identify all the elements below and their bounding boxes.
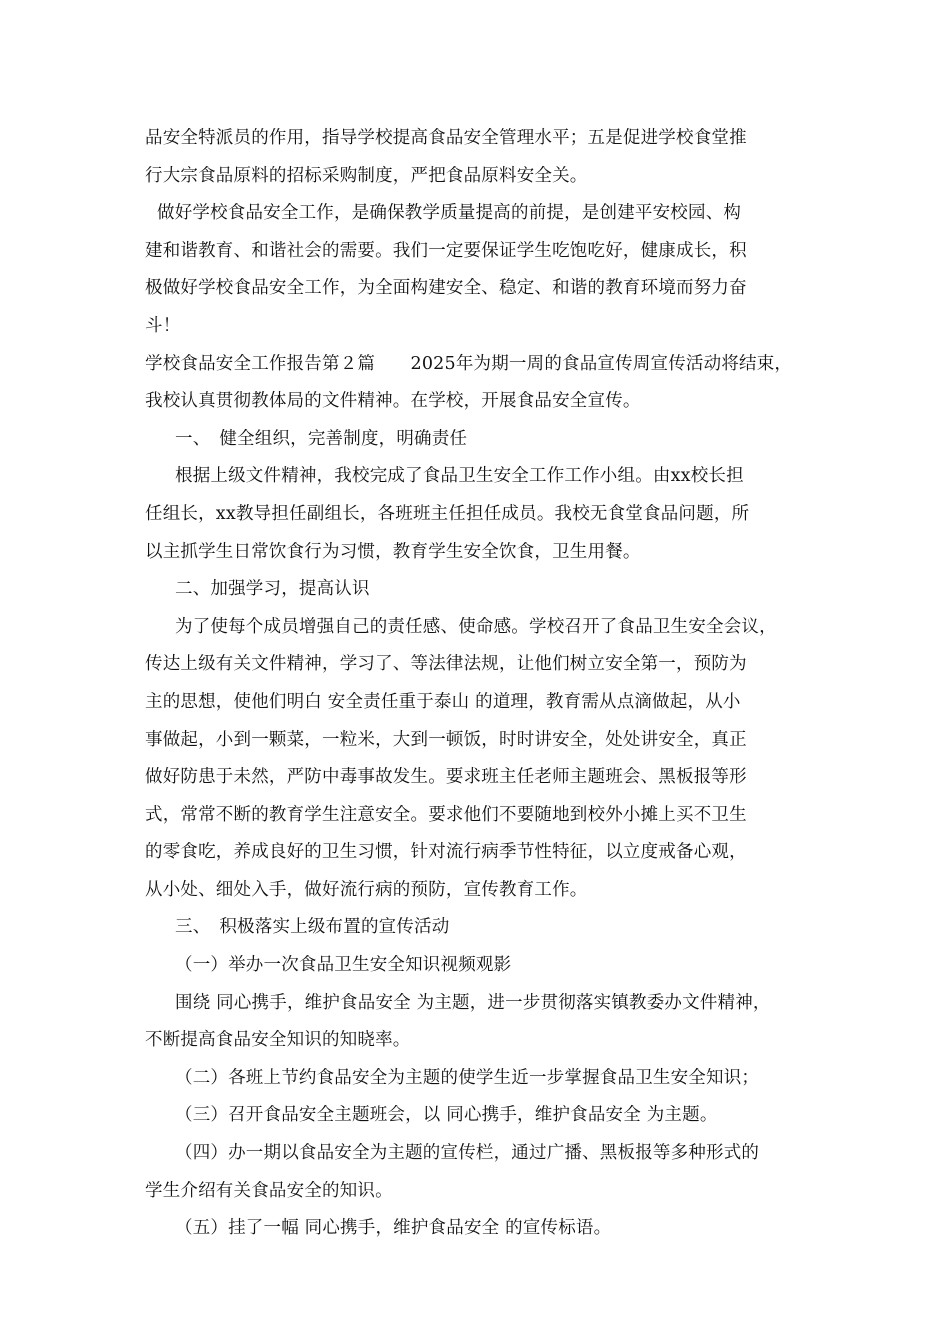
text-line: 传达上级有关文件精神，学习了、等法律法规，让他们树立安全第一，预防为 (145, 654, 747, 675)
text-line: 根据上级文件精神，我校完成了食品卫生安全工作工作小组。由xx校长担 (175, 466, 744, 487)
text-line: 做好防患于未然，严防中毒事故发生。要求班主任老师主题班会、黑板报等形 (145, 767, 747, 788)
text-line: 主的思想，使他们明白 安全责任重于泰山 的道理，教育需从点滴做起，从小 (145, 691, 741, 712)
list-item: （二）各班上节约食品安全为主题的使学生近一步掌握食品卫生安全知识； (175, 1067, 760, 1088)
list-item: （四）办一期以食品安全为主题的宣传栏，通过广播、黑板报等多种形式的 (175, 1143, 760, 1164)
section-heading-1: 一、 健全组织，完善制度，明确责任 (175, 428, 468, 449)
text-line: 不断提高食品安全知识的知晓率。 (145, 1030, 411, 1051)
text-line: 围绕 同心携手，维护食品安全 为主题，进一步贯彻落实镇教委办文件精神， (175, 992, 771, 1013)
text-line: 的零食吃，养成良好的卫生习惯，针对流行病季节性特征，以立度戒备心观， (145, 842, 747, 863)
text-line: 为了使每个成员增强自己的责任感、使命感。学校召开了食品卫生安全会议， (175, 616, 777, 637)
body-text (145, 120, 835, 1248)
article-heading-line: 学校食品安全工作报告第２篇 2025年为期一周的食品宣传周宣传活动将结束， (145, 353, 793, 374)
section-heading-3: 三、 积极落实上级布置的宣传活动 (175, 917, 450, 938)
text-line: 从小处、细处入手，做好流行病的预防，宣传教育工作。 (145, 879, 588, 900)
text-line: 极做好学校食品安全工作，为全面构建安全、稳定、和谐的教育环境而努力奋 (145, 278, 747, 299)
text-line: 学生介绍有关食品安全的知识。 (145, 1180, 393, 1201)
text-line: 建和谐教育、和谐社会的需要。我们一定要保证学生吃饱吃好，健康成长，积 (145, 240, 747, 261)
text-line: 斗！ (145, 315, 181, 336)
text-line: 品安全特派员的作用，指导学校提高食品安全管理水平；五是促进学校食堂推 (145, 128, 747, 148)
text-line: 任组长，xx教导担任副组长，各班班主任担任成员。我校无食堂食品问题，所 (145, 503, 750, 524)
list-item: （五）挂了一幅 同心携手，维护食品安全 的宣传标语。 (175, 1218, 612, 1239)
text-line: 式，常常不断的教育学生注意安全。要求他们不要随地到校外小摊上买不卫生 (145, 804, 747, 825)
text-line: 我校认真贯彻教体局的文件精神。在学校，开展食品安全宣传。 (145, 391, 641, 412)
list-item: （一）举办一次食品卫生安全知识视频观影 (175, 955, 512, 976)
text-line: 做好学校食品安全工作，是确保教学质量提高的前提，是创建平安校园、构 (157, 203, 742, 224)
section-heading-2: 二、加强学习，提高认识 (175, 579, 370, 600)
list-item: （三）召开食品安全主题班会，以 同心携手，维护食品安全 为主题。 (175, 1105, 718, 1126)
text-line: 事做起，小到一颗菜，一粒米，大到一顿饭，时时讲安全，处处讲安全，真正 (145, 729, 747, 750)
text-line: 以主抓学生日常饮食行为习惯，教育学生安全饮食，卫生用餐。 (145, 541, 641, 562)
text-line: 行大宗食品原料的招标采购制度，严把食品原料安全关。 (145, 165, 588, 186)
